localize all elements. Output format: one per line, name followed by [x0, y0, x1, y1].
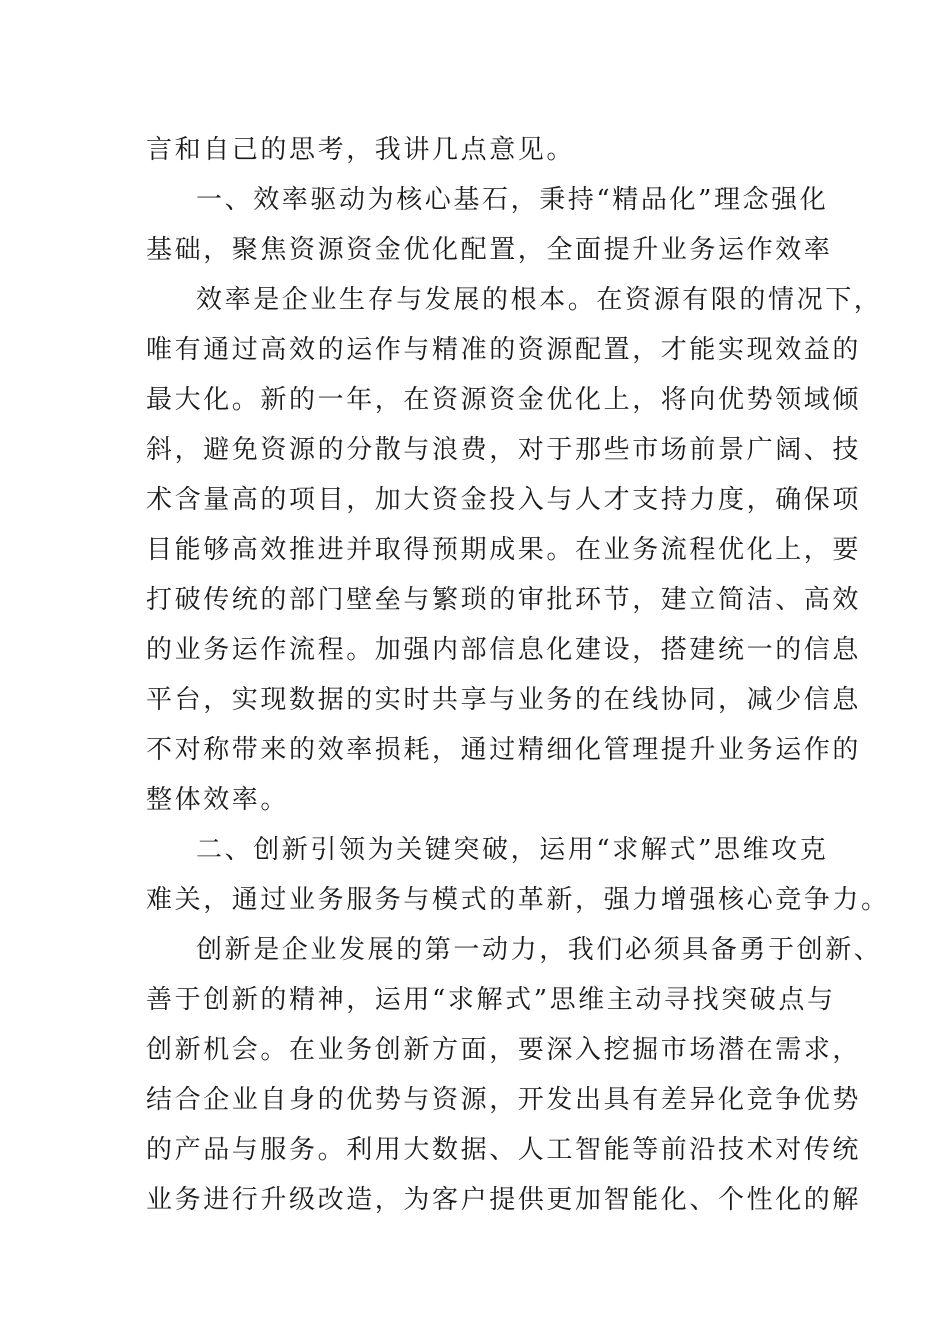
text-line: 整体效率。 — [146, 785, 290, 815]
text-line: 不对称带来的效率损耗，通过精细化管理提升业务运作的 — [146, 735, 862, 765]
heading-line: 基础，聚焦资源资金优化配置，全面提升业务运作效率 — [146, 235, 833, 265]
text-line: 唯有通过高效的运作与精准的资源配置，才能实现效益的 — [146, 335, 862, 365]
text-line: 善于创新的精神，运用“求解式”思维主动寻找突破点与 — [146, 985, 836, 1015]
heading-line: 难关，通过业务服务与模式的革新，强力增强核心竞争力。 — [146, 885, 890, 915]
heading-line: 一、效率驱动为核心基石，秉持“精品化”理念强化 — [196, 185, 829, 215]
text-line: 目能够高效推进并取得预期成果。在业务流程优化上，要 — [146, 535, 862, 565]
text-line: 言和自己的思考，我讲几点意见。 — [146, 135, 576, 165]
heading-line: 二、创新引领为关键突破，运用“求解式”思维攻克 — [196, 835, 829, 865]
text-line: 效率是企业生存与发展的根本。在资源有限的情况下， — [196, 285, 883, 315]
text-line: 的业务运作流程。加强内部信息化建设，搭建统一的信息 — [146, 635, 862, 665]
text-line: 创新是企业发展的第一动力，我们必须具备勇于创新、 — [196, 935, 883, 965]
text-line: 创新机会。在业务创新方面，要深入挖掘市场潜在需求， — [146, 1035, 862, 1065]
text-line: 术含量高的项目，加大资金投入与人才支持力度，确保项 — [146, 485, 862, 515]
text-line: 结合企业自身的优势与资源，开发出具有差异化竞争优势 — [146, 1085, 862, 1115]
text-line: 斜，避免资源的分散与浪费，对于那些市场前景广阔、技 — [146, 435, 862, 465]
text-line: 平台，实现数据的实时共享与业务的在线协同，减少信息 — [146, 685, 862, 715]
text-line: 打破传统的部门壁垒与繁琐的审批环节，建立简洁、高效 — [146, 585, 862, 615]
text-line: 业务进行升级改造，为客户提供更加智能化、个性化的解 — [146, 1185, 862, 1215]
text-line: 的产品与服务。利用大数据、人工智能等前沿技术对传统 — [146, 1135, 862, 1165]
text-line: 最大化。新的一年，在资源资金优化上，将向优势领域倾 — [146, 385, 862, 415]
